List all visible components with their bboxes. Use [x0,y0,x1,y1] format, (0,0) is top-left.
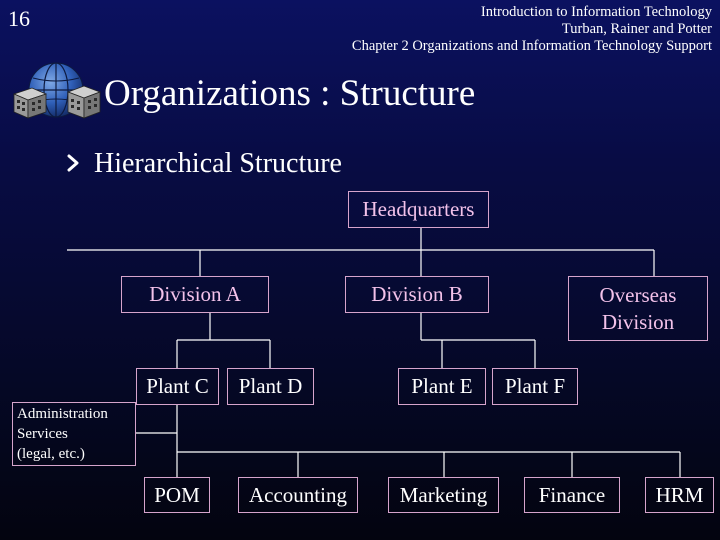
admin-line-2: Services [17,426,68,442]
pom-box: POM [144,477,210,513]
administration-services-box [12,402,136,466]
division-a-box: Division A [121,276,269,313]
course-authors: Turban, Rainer and Potter [561,21,712,37]
division-b-box: Division B [345,276,489,313]
headquarters-box: Headquarters [348,191,489,228]
slide-title: Organizations : Structure [104,73,476,114]
plant-e-box: Plant E [398,368,486,405]
finance-box: Finance [524,477,620,513]
admin-line-3: (legal, etc.) [17,446,85,462]
admin-line-1: Administration [17,406,108,422]
course-title: Introduction to Information Technology [480,4,712,20]
marketing-box: Marketing [388,477,499,513]
bullet-text: Hierarchical Structure [94,148,342,179]
slide-number: 16 [8,6,30,31]
plant-f-box: Plant F [492,368,578,405]
plant-c-box: Plant C [136,368,219,405]
plant-d-box: Plant D [227,368,314,405]
overseas-division-box: Overseas Division [568,276,708,341]
accounting-box: Accounting [238,477,358,513]
hrm-box: HRM [645,477,714,513]
chapter-title: Chapter 2 Organizations and Information Technology Support [351,38,712,54]
